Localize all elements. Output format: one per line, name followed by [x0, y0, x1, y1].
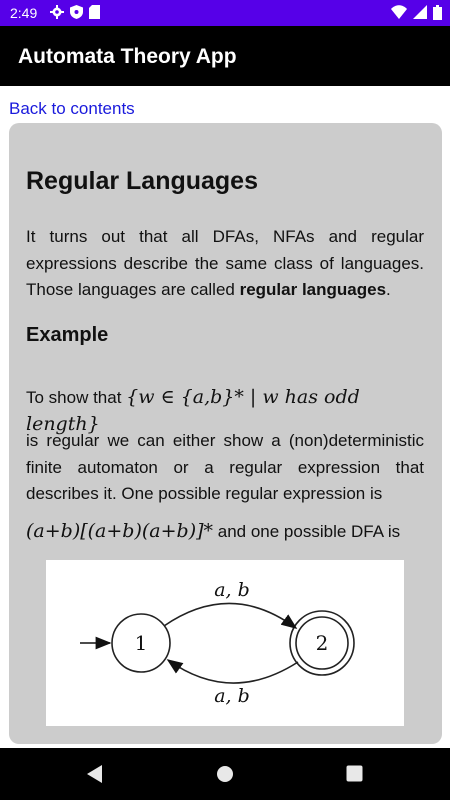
- app-title: Automata Theory App: [18, 45, 237, 68]
- top-edge-label: a, b: [214, 579, 250, 601]
- bottom-transition: [168, 660, 298, 683]
- system-nav-bar: [0, 748, 450, 800]
- intro-bold-term: regular languages: [239, 280, 387, 299]
- regex-suffix: and one possible DFA is: [213, 522, 401, 541]
- wifi-icon: [391, 5, 407, 19]
- intro-text: It turns out that all DFAs, NFAs and regular expressions describe the same class of languages. Those languages are called: [26, 227, 424, 299]
- language-set-math: {w ∈ {a,b}* | w has odd length}: [26, 386, 360, 435]
- shield-icon: [70, 5, 83, 19]
- status-bar: [0, 0, 450, 26]
- state-1-label: 1: [134, 631, 148, 655]
- gear-icon: [50, 5, 64, 19]
- recents-square-icon[interactable]: [346, 765, 363, 782]
- intro-paragraph: [26, 224, 424, 304]
- battery-icon: [433, 5, 442, 20]
- bottom-edge-label: a, b: [214, 685, 250, 707]
- state-2-label: 2: [315, 631, 329, 655]
- signal-icon: [413, 5, 427, 19]
- back-to-contents-link[interactable]: Back to contents: [9, 99, 135, 118]
- dfa-svg: [46, 560, 404, 726]
- back-triangle-icon[interactable]: [86, 764, 104, 784]
- example-prefix: To show that: [26, 388, 127, 407]
- top-transition: [164, 603, 296, 628]
- app-bar: [0, 26, 450, 86]
- notification-icons: [50, 5, 100, 19]
- sd-card-icon: [89, 5, 100, 19]
- page-title: Regular Languages: [26, 167, 258, 195]
- example-heading: Example: [26, 324, 109, 346]
- system-icons: [391, 5, 442, 20]
- status-time: 2:49: [10, 5, 38, 21]
- dfa-diagram: [46, 560, 404, 726]
- home-circle-icon[interactable]: [216, 765, 234, 783]
- regex-math: (a+b)[(a+b)(a+b)]*: [26, 520, 214, 542]
- example-body: is regular we can either show a (non)deterministic finite automaton or a regular expression that describes it. One possible regular expression is: [26, 431, 424, 503]
- intro-end: .: [386, 280, 391, 299]
- regex-line: [26, 518, 424, 545]
